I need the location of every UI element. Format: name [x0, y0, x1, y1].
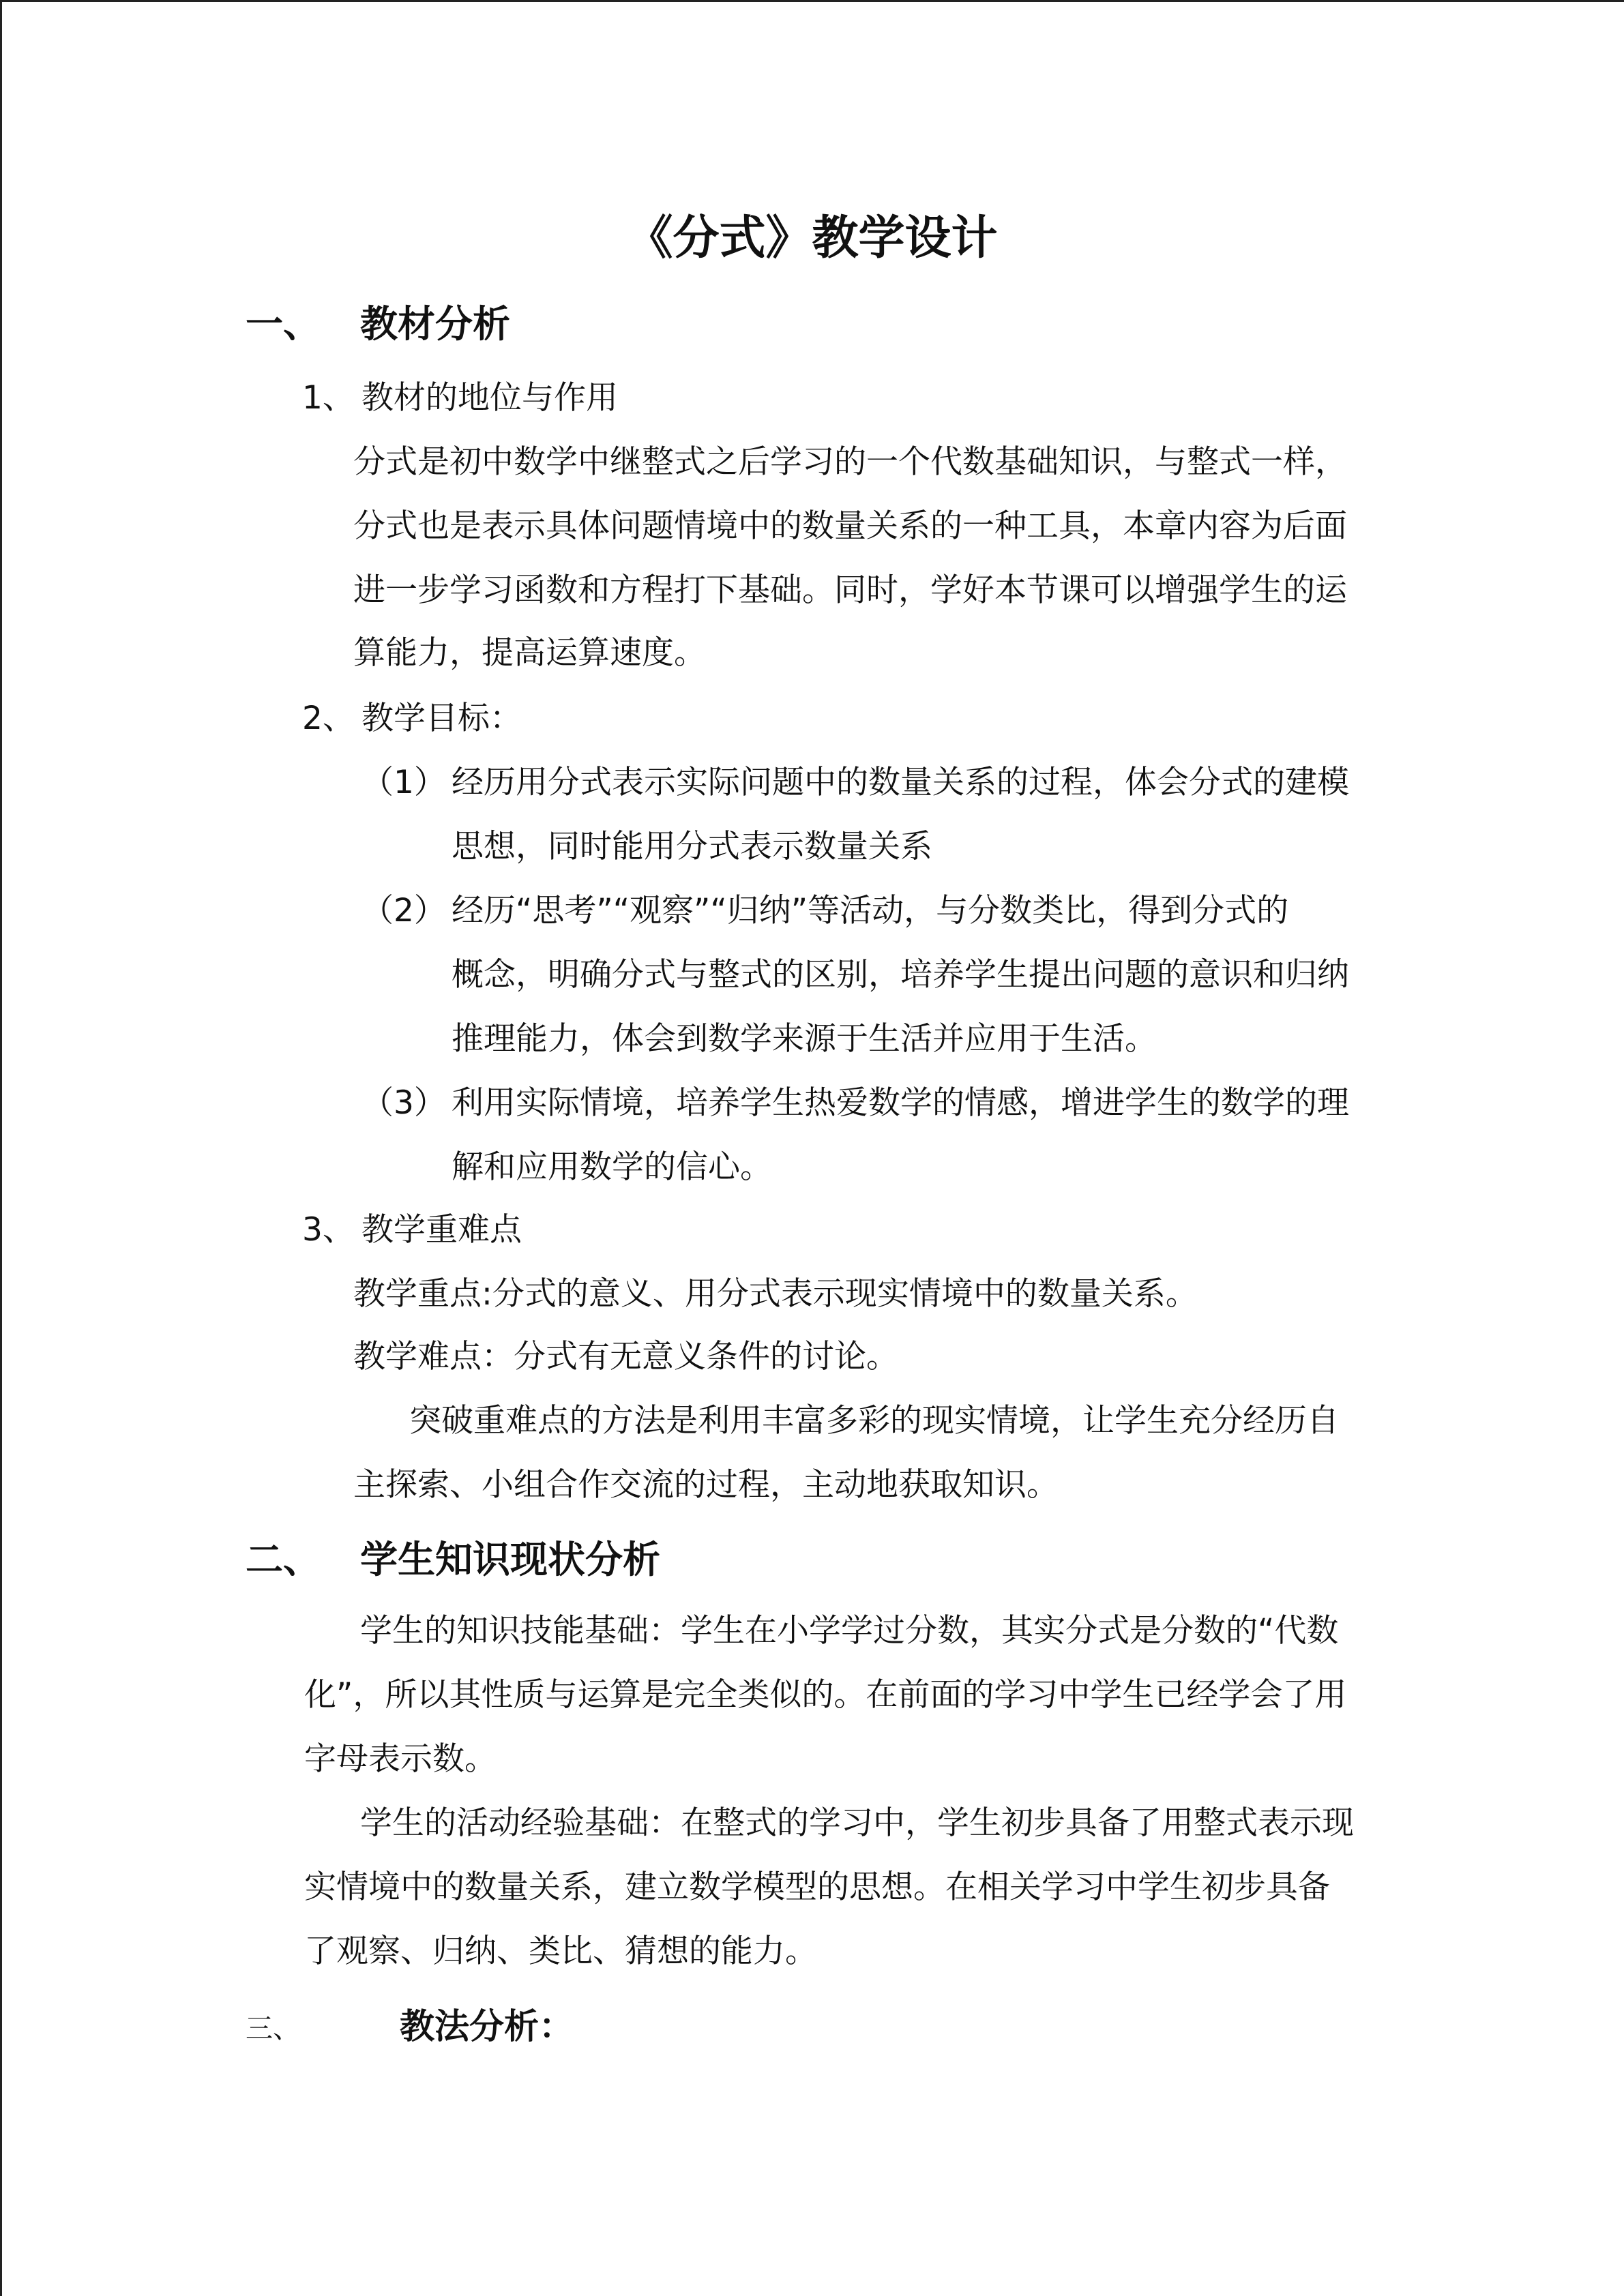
- section-3-heading: 教法分析：: [400, 2007, 574, 2047]
- paragraph-line: 教学难点：分式有无意义条件的讨论。: [353, 1338, 898, 1375]
- goal-3-number: （3）: [361, 1084, 446, 1122]
- section-2-number: 二、: [246, 1538, 321, 1581]
- paragraph-line: 了观察、归纳、类比、猜想的能力。: [304, 1933, 817, 1970]
- subsection-1-label: 教材的地位与作用: [361, 379, 618, 417]
- document-title: 《分式》教学设计: [626, 211, 998, 265]
- paragraph-line: 分式是初中数学中继整式之后学习的一个代数基础知识，与整式一样，: [353, 443, 1347, 481]
- paragraph-line: 分式也是表示具体问题情境中的数量关系的一种工具，本章内容为后面: [353, 507, 1347, 545]
- paragraph-line: 算能力，提高运算速度。: [353, 634, 706, 672]
- paragraph-line: 突破重难点的方法是利用丰富多彩的现实情境，让学生充分经历自: [409, 1402, 1339, 1440]
- paragraph-line: 学生的知识技能基础：学生在小学学过分数，其实分式是分数的“代数: [360, 1612, 1339, 1650]
- goal-line: 概念，明确分式与整式的区别，培养学生提出问题的意识和归纳: [452, 956, 1349, 994]
- goal-line: 推理能力，体会到数学来源于生活并应用于生活。: [452, 1020, 1157, 1058]
- section-3-number: 三、: [246, 2013, 300, 2044]
- goal-2-number: （2）: [361, 892, 446, 929]
- goal-1-number: （1）: [361, 764, 446, 801]
- subsection-1-number: 1、: [302, 379, 355, 417]
- subsection-2-number: 2、: [302, 700, 355, 737]
- paragraph-line: 进一步学习函数和方程打下基础。同时，学好本节课可以增强学生的运: [353, 571, 1347, 609]
- subsection-3-label: 教学重难点: [361, 1211, 522, 1249]
- goal-line: 经历“思考”“观察”“归纳”等活动，与分数类比，得到分式的: [452, 892, 1289, 929]
- paragraph-line: 化”，所以其性质与运算是完全类似的。在前面的学习中学生已经学会了用: [304, 1676, 1347, 1714]
- subsection-3-number: 3、: [302, 1211, 355, 1249]
- goal-line: 思想，同时能用分式表示数量关系: [452, 828, 932, 865]
- goal-line: 利用实际情境，培养学生热爱数学的情感，增进学生的数学的理: [452, 1084, 1349, 1122]
- goal-line: 经历用分式表示实际问题中的数量关系的过程，体会分式的建模: [452, 764, 1349, 801]
- section-2-heading: 学生知识现状分析: [360, 1538, 661, 1581]
- paragraph-line: 教学重点:分式的意义、用分式表示现实情境中的数量关系。: [353, 1275, 1198, 1313]
- subsection-2-label: 教学目标：: [361, 700, 522, 737]
- section-1-number: 一、: [246, 302, 321, 346]
- goal-line: 解和应用数学的信心。: [452, 1148, 772, 1186]
- section-1-heading: 教材分析: [360, 302, 511, 346]
- paragraph-line: 字母表示数。: [304, 1740, 497, 1778]
- paragraph-line: 实情境中的数量关系，建立数学模型的思想。在相关学习中学生初步具备: [304, 1868, 1330, 1906]
- paragraph-line: 主探索、小组合作交流的过程，主动地获取知识。: [353, 1466, 1059, 1504]
- paragraph-line: 学生的活动经验基础：在整式的学习中，学生初步具备了用整式表示现: [360, 1804, 1354, 1842]
